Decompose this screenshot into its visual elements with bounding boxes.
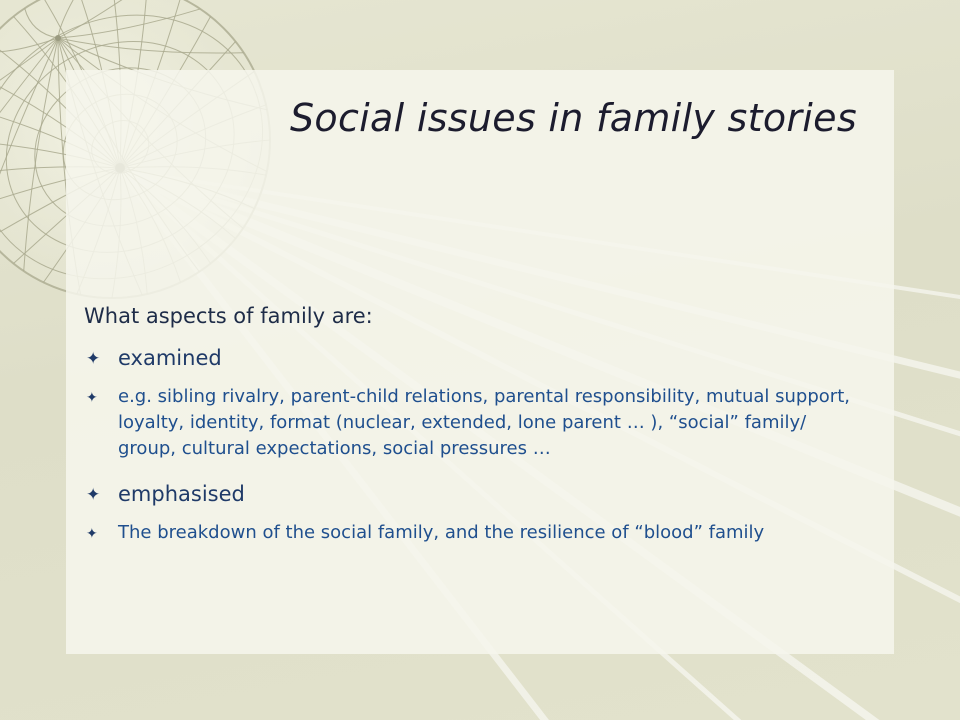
globe-pole (55, 35, 61, 41)
sub-bullet-breakdown (84, 520, 864, 546)
bullet-text: examined (118, 346, 222, 370)
bullet-text: emphasised (118, 482, 245, 506)
intro-text: What aspects of family are: (84, 304, 373, 328)
star-bullet-icon: ✦ (86, 526, 98, 542)
slide-title: Social issues in family stories (290, 96, 857, 140)
bullet-text: The breakdown of the social family, and the resilience of “blood” family (118, 522, 765, 543)
star-bullet-icon: ✦ (86, 485, 101, 505)
star-bullet-icon: ✦ (86, 390, 98, 406)
bullet-text: e.g. sibling rivalry, parent-child relations, parental responsibility, mutual support, loyalty, identity, format (nuclear, extended, lone parent … ), “social” family/ group, cultural expectations, social pressures … (118, 386, 850, 459)
slide-body (84, 300, 864, 562)
bullet-emphasised (84, 478, 864, 510)
sub-bullet-examples (84, 384, 864, 462)
star-bullet-icon: ✦ (86, 349, 101, 369)
bullet-examined (84, 342, 864, 374)
